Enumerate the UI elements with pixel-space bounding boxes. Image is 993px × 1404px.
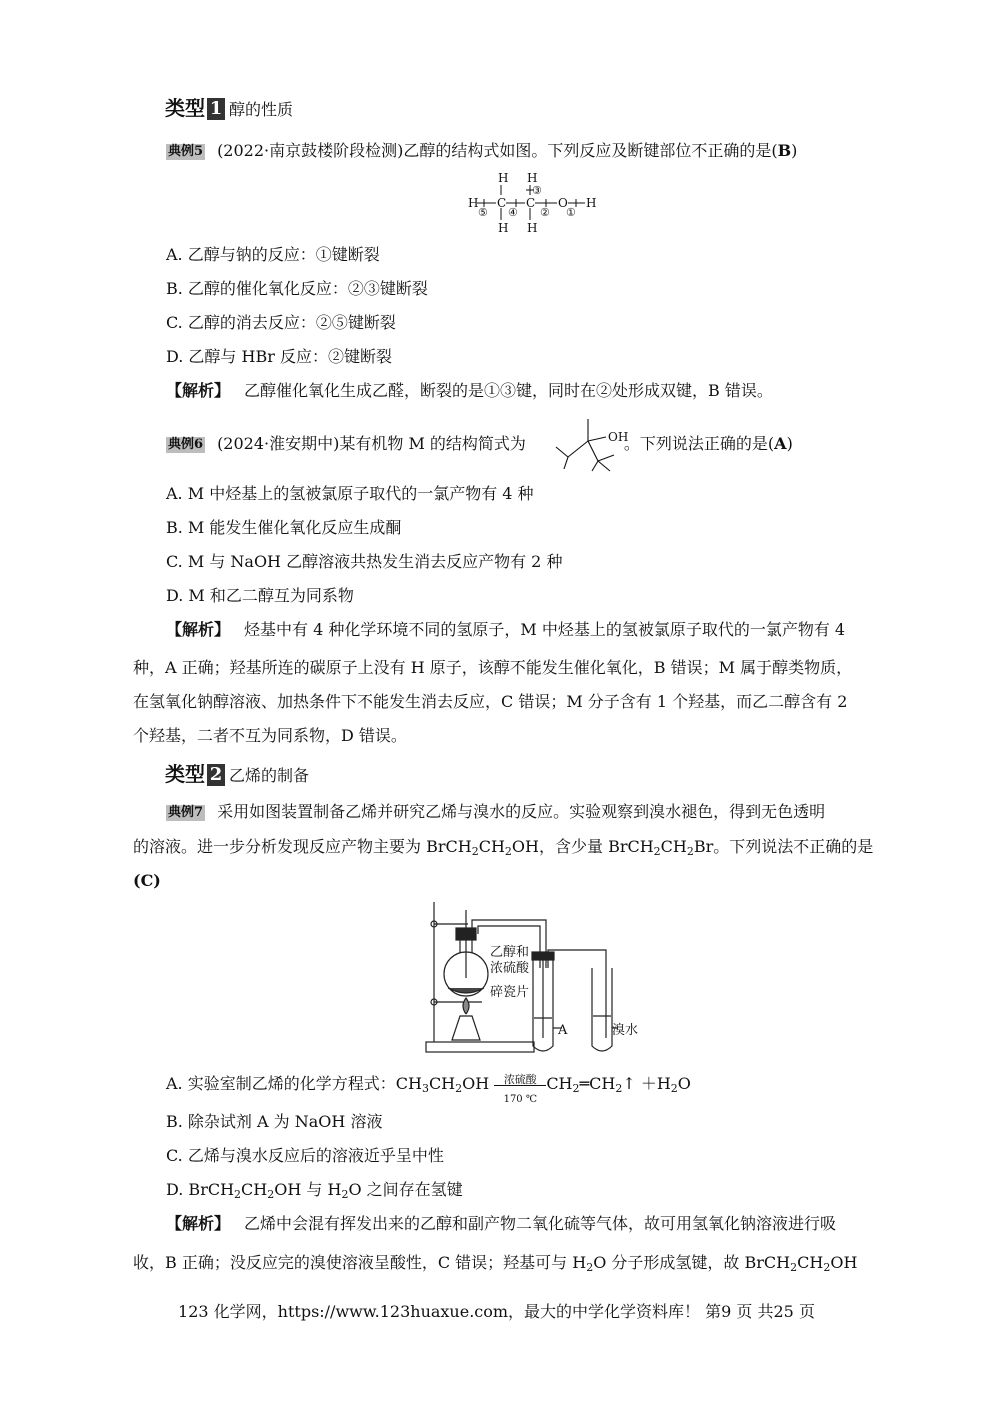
svg-text:H: H bbox=[468, 196, 479, 210]
svg-text:⑤: ⑤ bbox=[478, 206, 488, 219]
type-title: 乙烯的制备 bbox=[229, 766, 310, 785]
example-tag: 典例6 bbox=[168, 437, 204, 452]
molecule-m-skeletal bbox=[548, 413, 648, 473]
ethylene-apparatus bbox=[420, 898, 640, 1060]
section-heading-type1 bbox=[165, 96, 293, 120]
svg-text:④: ④ bbox=[508, 206, 518, 219]
example-tag: 典例7 bbox=[168, 805, 204, 820]
page-footer: 123 化学网，https://www.123huaxue.com，最大的中学化学资料库！ 第9 页 共25 页 bbox=[178, 1302, 815, 1321]
example6-option-b: B. M 能发生催化氧化反应生成酮 bbox=[166, 518, 402, 537]
type-number: 2 bbox=[207, 764, 225, 786]
svg-text:①: ① bbox=[566, 206, 576, 219]
type-word: 类型 bbox=[165, 762, 205, 786]
example5-analysis: 【解析】 乙醇催化氧化生成乙醛，断裂的是①③键，同时在②处形成双键，B 错误。 bbox=[166, 381, 773, 400]
svg-text:H: H bbox=[498, 221, 509, 235]
svg-text:H: H bbox=[498, 171, 509, 185]
example7-option-a: A. 实验室制乙烯的化学方程式：$CH_3CH_2OH$ 浓硫酸 170 ℃ $CH_2═CH_2↑ +H_2O$ bbox=[166, 1073, 691, 1105]
svg-text:溴水: 溴水 bbox=[612, 1023, 639, 1038]
answer: A bbox=[774, 434, 787, 453]
ethanol-structure bbox=[460, 170, 610, 236]
example7-stem-line1: 典例7 采用如图装置制备乙烯并研究乙烯与溴水的反应。实验观察到溴水褪色，得到无色透明 bbox=[168, 802, 826, 821]
example7-option-b: B. 除杂试剂 A 为 NaOH 溶液 bbox=[166, 1112, 383, 1131]
section-heading-type2 bbox=[165, 762, 309, 786]
example5-option-d: D. 乙醇与 HBr 反应：②键断裂 bbox=[166, 347, 392, 366]
example6-stem: 典例6 (2024·淮安期中)某有机物 M 的结构简式为 。下列说法正确的是(A) bbox=[168, 434, 793, 453]
example5-option-c: C. 乙醇的消去反应：②⑤键断裂 bbox=[166, 313, 396, 332]
svg-text:O: O bbox=[558, 196, 568, 210]
svg-text:H: H bbox=[527, 171, 538, 185]
svg-text:浓硫酸: 浓硫酸 bbox=[490, 961, 530, 976]
answer: B bbox=[777, 141, 792, 160]
type-number: 1 bbox=[207, 98, 225, 120]
svg-text:OH: OH bbox=[608, 430, 629, 444]
svg-text:碎瓷片: 碎瓷片 bbox=[490, 985, 530, 1000]
example-tag: 典例5 bbox=[168, 144, 204, 159]
example7-answer: (C) bbox=[133, 871, 161, 890]
svg-text:②: ② bbox=[540, 206, 550, 219]
svg-text:H: H bbox=[586, 196, 597, 210]
example5-option-b: B. 乙醇的催化氧化反应：②③键断裂 bbox=[166, 279, 428, 298]
svg-text:C: C bbox=[526, 196, 536, 210]
example6-analysis-line4: 个羟基，二者不互为同系物，D 错误。 bbox=[133, 726, 407, 745]
svg-text:C: C bbox=[497, 196, 507, 210]
example6-analysis-line1: 【解析】 烃基中有 4 种化学环境不同的氢原子，M 中烃基上的氢被氯原子取代的一氯产物有 4 bbox=[166, 620, 846, 639]
svg-text:A: A bbox=[558, 1023, 568, 1038]
example7-option-c: C. 乙烯与溴水反应后的溶液近乎呈中性 bbox=[166, 1146, 444, 1165]
example6-analysis-line3: 在氢氧化钠醇溶液、加热条件下不能发生消去反应，C 错误；M 分子含有 1 个羟基，而乙二醇含有 2 bbox=[133, 692, 848, 711]
example5-option-a: A. 乙醇与钠的反应：①键断裂 bbox=[166, 245, 380, 264]
type-title: 醇的性质 bbox=[229, 100, 294, 119]
example7-analysis-line2: 收，B 正确；没反应完的溴使溶液呈酸性，C 错误；羟基可与 $H_2O$ 分子形成氢键，故 $BrCH_2CH_2OH$ bbox=[133, 1253, 858, 1274]
example6-analysis-line2: 种，A 正确；羟基所连的碳原子上没有 H 原子，该醇不能发生催化氧化，B 错误；M 属于醇类物质， bbox=[133, 658, 853, 677]
example6-option-a: A. M 中烃基上的氢被氯原子取代的一氯产物有 4 种 bbox=[166, 484, 534, 503]
example5-stem: 典例5 (2022·南京鼓楼阶段检测)乙醇的结构式如图。下列反应及断键部位不正确的是(B) bbox=[168, 141, 798, 160]
example7-stem-line2: 的溶液。进一步分析发现反应产物主要为 $BrCH_2CH_2OH$，含少量 $BrCH_2CH_2Br$。下列说法不正确的是 bbox=[133, 837, 874, 858]
example6-option-d: D. M 和乙二醇互为同系物 bbox=[166, 586, 354, 605]
svg-text:H: H bbox=[527, 221, 538, 235]
reaction-arrow: 浓硫酸 170 ℃ bbox=[494, 1083, 546, 1086]
example7-analysis-line1: 【解析】 乙烯中会混有挥发出来的乙醇和副产物二氧化硫等气体，故可用氢氧化钠溶液进行吸 bbox=[166, 1214, 837, 1233]
example7-option-d: D. $BrCH_2CH_2OH$ 与 $H_2O$ 之间存在氢键 bbox=[166, 1180, 463, 1201]
example6-option-c: C. M 与 NaOH 乙醇溶液共热发生消去反应产物有 2 种 bbox=[166, 552, 563, 571]
type-word: 类型 bbox=[165, 96, 205, 120]
svg-text:乙醇和: 乙醇和 bbox=[490, 945, 530, 960]
svg-text:③: ③ bbox=[532, 184, 542, 197]
